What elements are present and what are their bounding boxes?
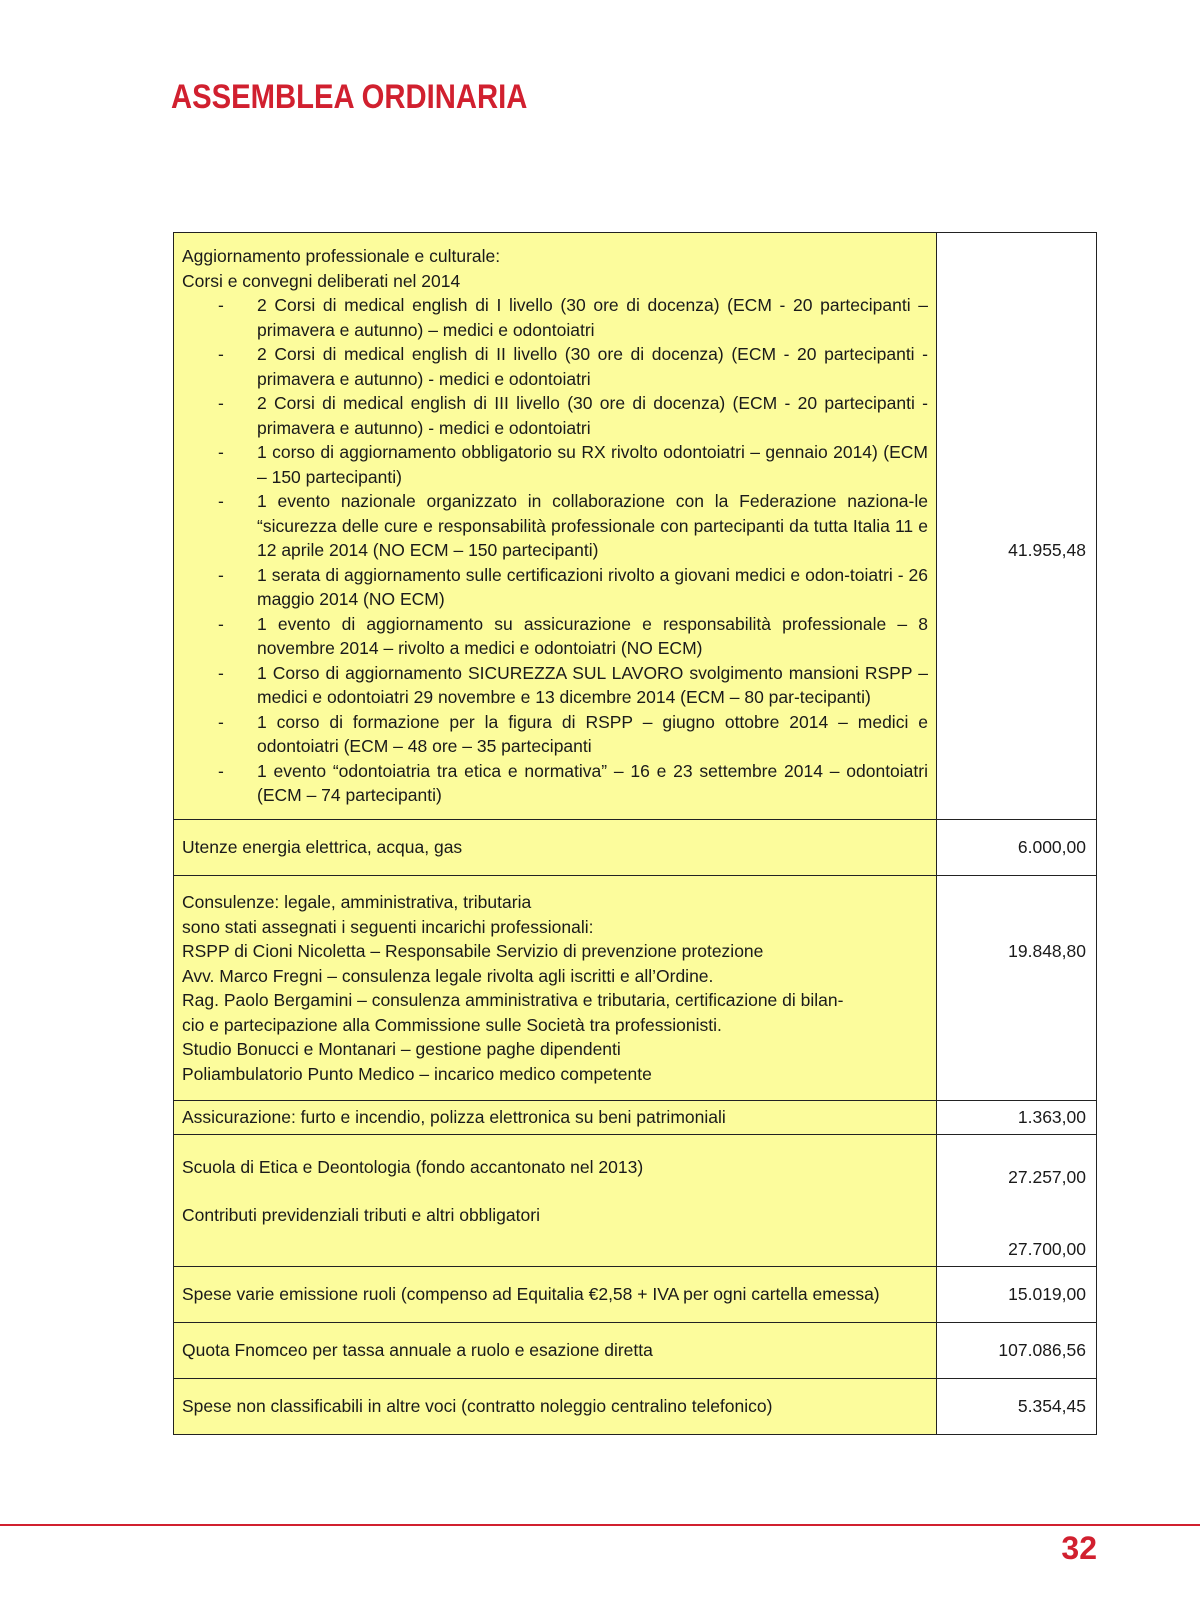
list-item: - 1 evento nazionale organizzato in collaborazione con la Federazione naziona-le “sicurezza delle cure e responsabilità professionale con partecipanti da tutta Italia 11 e 12 aprile 2014 (NO ECM – 150 partecipanti)	[218, 491, 928, 561]
table-row	[174, 1134, 1097, 1266]
description-cell: Consulenze: legale, amministrativa, tributaria sono stati assegnati i seguenti incarichi professionali: RSPP di Cioni Nicoletta – Responsabile Servizio di prevenzione protezione Avv. Marco Fregni – consulenza legale rivolta agli iscritti e all’Ordine. Rag. Paolo Bergamini – consulenza amministrativa e tributaria, certificazione di bilan- cio e partecipazione alla Commissione sulle Società tra professionisti. Studio Bonucci e Montanari – gestione paghe dipendenti Poliambulatorio Punto Medico – incarico medico competente	[174, 876, 937, 1101]
list-item: - 2 Corsi di medical english di II livello (30 ore di docenza) (ECM - 20 partecipanti - primavera e autunno) - medici e odontoiatri	[218, 344, 928, 389]
page-title: ASSEMBLEA ORDINARIA	[171, 78, 528, 116]
amount-cell: 19.848,80	[937, 876, 1097, 1101]
table-row	[174, 876, 1097, 1101]
amount-cell: 1.363,00	[937, 1101, 1097, 1135]
section-subheading: Corsi e convegni deliberati nel 2014	[182, 270, 461, 291]
amount-cell: 6.000,00	[937, 820, 1097, 876]
list-item: - 2 Corsi di medical english di I livello (30 ore di docenza) (ECM - 20 partecipanti – primavera e autunno) – medici e odontoiatri	[218, 295, 928, 340]
list-item: - 1 corso di formazione per la figura di RSPP – giugno ottobre 2014 – medici e odontoiatri (ECM – 48 ore – 35 partecipanti	[218, 711, 928, 757]
description-cell: Quota Fnomceo per tassa annuale a ruolo e esazione diretta	[174, 1322, 937, 1378]
list-item: - 2 Corsi di medical english di III livello (30 ore di docenza) (ECM - 20 partecipanti - primavera e autunno) - medici e odontoiatri	[218, 393, 928, 438]
list-item: - 1 evento di aggiornamento su assicurazione e responsabilità professionale – 8 novembre 2014 – rivolto a medici e odontoiatri (NO ECM)	[218, 613, 928, 659]
amount-cell: 27.257,00 27.700,00	[937, 1134, 1097, 1266]
budget-table	[173, 232, 1097, 1435]
description-cell: Scuola di Etica e Deontologia (fondo accantonato nel 2013) Contributi previdenziali tributi e altri obbligatori	[174, 1134, 937, 1266]
description-cell	[174, 233, 937, 820]
footer-divider	[0, 1524, 1200, 1526]
description-cell: Spese varie emissione ruoli (compenso ad Equitalia €2,58 + IVA per ogni cartella emessa)	[174, 1266, 937, 1322]
list-item: - 1 evento “odontoiatria tra etica e normativa” – 16 e 23 settembre 2014 – odontoiatri (ECM – 74 partecipanti)	[218, 760, 928, 806]
table-row	[174, 1378, 1097, 1434]
description-cell: Utenze energia elettrica, acqua, gas	[174, 820, 937, 876]
page-number: 32	[1061, 1530, 1097, 1566]
list-item: - 1 corso di aggiornamento obbligatorio su RX rivolto odontoiatri – gennaio 2014) (ECM – 150 partecipanti)	[218, 442, 928, 487]
section-heading: Aggiornamento professionale e culturale:	[182, 246, 501, 267]
table-row	[174, 1266, 1097, 1322]
amount-cell: 5.354,45	[937, 1378, 1097, 1434]
amount-cell: 107.086,56	[937, 1322, 1097, 1378]
description-cell: Spese non classificabili in altre voci (contratto noleggio centralino telefonico)	[174, 1378, 937, 1434]
amount-cell: 15.019,00	[937, 1266, 1097, 1322]
amount-cell: 41.955,48	[937, 233, 1097, 820]
list-item: - 1 serata di aggiornamento sulle certificazioni rivolto a giovani medici e odon-toiatri - 26 maggio 2014 (NO ECM)	[218, 564, 928, 610]
list-item: - 1 Corso di aggiornamento SICUREZZA SUL LAVORO svolgimento mansioni RSPP – medici e odontoiatri 29 novembre e 13 dicembre 2014 (ECM – 80 par-tecipanti)	[218, 662, 928, 708]
table-row	[174, 820, 1097, 876]
table-row	[174, 1322, 1097, 1378]
table-row	[174, 233, 1097, 820]
course-list	[182, 293, 928, 808]
description-cell: Assicurazione: furto e incendio, polizza elettronica su beni patrimoniali	[174, 1101, 937, 1135]
table-row	[174, 1101, 1097, 1135]
